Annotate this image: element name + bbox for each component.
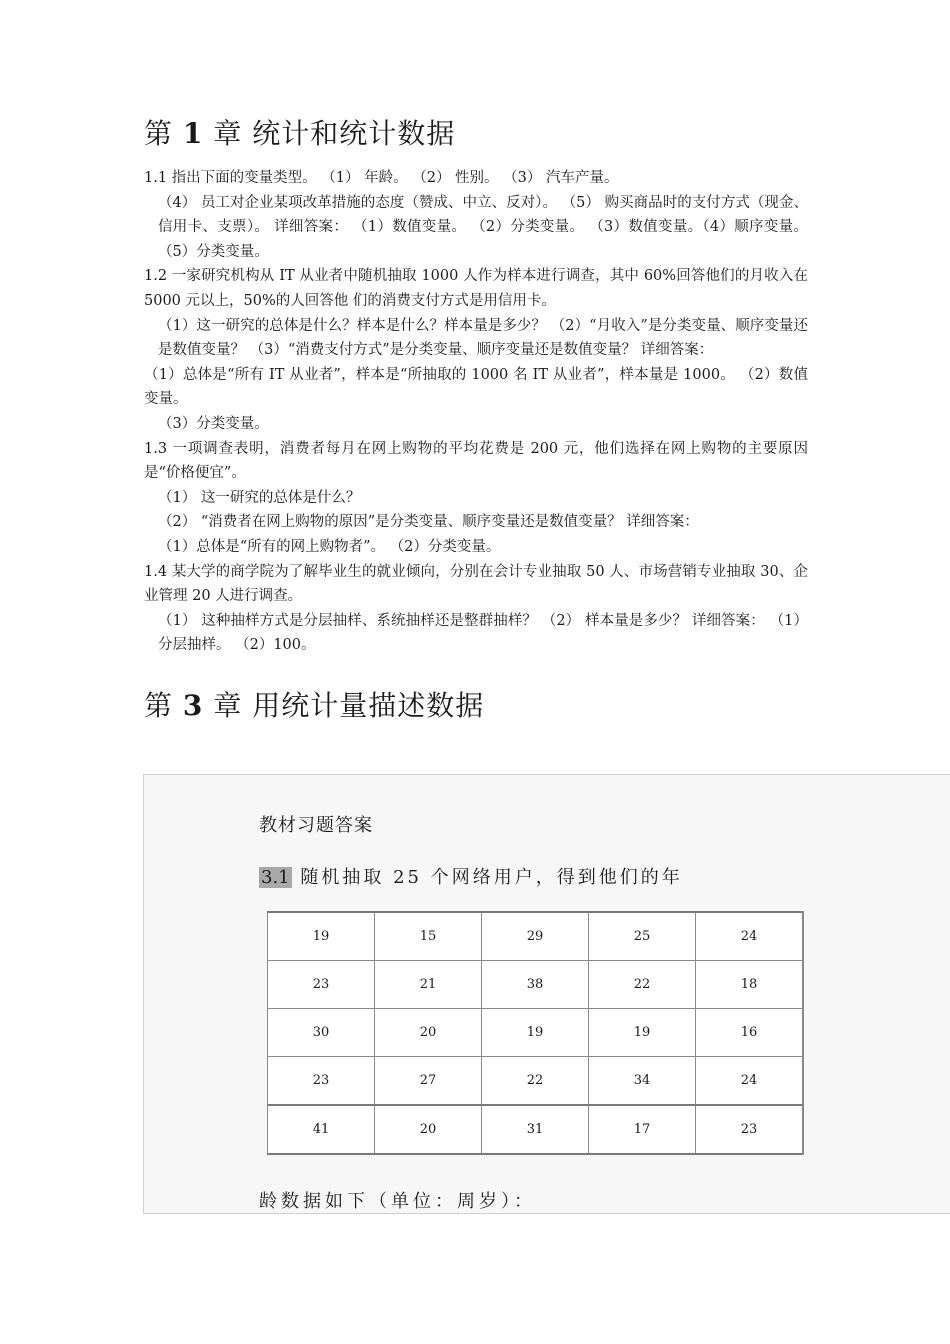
chapter-1-title-prefix: 第 <box>144 117 174 150</box>
body-paragraph: （3）分类变量。 <box>158 415 269 432</box>
embedded-exercise-panel <box>143 774 950 1214</box>
table-cell: 29 <box>482 912 589 961</box>
chapter-3-number: 3 <box>182 689 204 722</box>
table-cell: 22 <box>589 961 696 1009</box>
chapter-3-title-prefix: 第 <box>144 689 174 722</box>
chapter-3-title-text: 章 用统计量描述数据 <box>213 689 485 722</box>
body-paragraph: 1.1 指出下面的变量类型。 （1） 年龄。 （2） 性别。 （3） 汽车产量。 <box>144 170 619 186</box>
table-cell: 22 <box>482 1057 589 1106</box>
question-number: 3.1 <box>261 867 290 888</box>
table-cell: 34 <box>589 1057 696 1106</box>
table-cell: 18 <box>696 961 804 1009</box>
body-paragraph: （4） 员工对企业某项改革措施的态度（赞成、中立、反对）。 （5） 购买商品时的支付方式（现金、信用卡、支票）。 详细答案： （1）数值变量。 （2）分类变量。 （3）数值变量。（4）顺序变量。 （5）分类变量。 <box>158 194 808 260</box>
chapter-3-title <box>144 684 484 724</box>
body-paragraph: （1） 这种抽样方式是分层抽样、系统抽样还是整群抽样？ （2） 样本量是多少？ 详细答案： （1）分层抽样。 （2）100。 <box>158 612 808 654</box>
chapter-1-title-text: 章 统计和统计数据 <box>213 117 456 150</box>
table-cell: 23 <box>696 1105 804 1154</box>
body-paragraph: （1）这一研究的总体是什么？样本是什么？样本量是多少？ （2）“月收入”是分类变量、顺序变量还是数值变量？ （3）“消费支付方式”是分类变量、顺序变量还是数值变量？ 详细答案： <box>158 317 808 359</box>
body-paragraph: （2） “消费者在网上购物的原因”是分类变量、顺序变量还是数值变量？ 详细答案： <box>158 514 699 531</box>
table-cell: 20 <box>375 1009 482 1057</box>
table-cell: 24 <box>696 912 804 961</box>
body-paragraph: （1）总体是“所有 IT 从业者”，样本是“所抽取的 1000 名 IT 从业者”，样本量是 1000。 （2）数值变量。 <box>144 366 808 408</box>
table-cell: 31 <box>482 1105 589 1154</box>
table-cell: 19 <box>268 912 375 961</box>
exercise-heading: 教材习题答案 <box>259 815 373 836</box>
table-cell: 30 <box>268 1009 375 1057</box>
table-cell: 19 <box>589 1009 696 1057</box>
table-cell: 19 <box>482 1009 589 1057</box>
table-row <box>268 912 804 961</box>
table-row <box>268 1057 804 1106</box>
table-cell: 20 <box>375 1105 482 1154</box>
table-cell: 24 <box>696 1057 804 1106</box>
table-cell: 17 <box>589 1105 696 1154</box>
question-line <box>259 863 683 889</box>
table-row <box>268 961 804 1009</box>
table-cell: 16 <box>696 1009 804 1057</box>
table-cell: 41 <box>268 1105 375 1154</box>
body-paragraph: （1） 这一研究的总体是什么？ <box>158 489 361 506</box>
body-paragraph: （1）总体是“所有的网上购物者”。 （2）分类变量。 <box>158 538 501 555</box>
body-paragraph: 1.3 一项调查表明，消费者每月在网上购物的平均花费是 200 元，他们选择在网上购物的主要原因是“价格便宜”。 <box>144 440 808 482</box>
chapter-1-number: 1 <box>182 117 204 150</box>
question-text: 随机抽取 25 个网络用户，得到他们的年 <box>300 867 683 888</box>
body-paragraph: 1.2 一家研究机构从 IT 从业者中随机抽取 1000 人作为样本进行调查，其中 60%回答他们的月收入在 5000 元以上，50%的人回答他 们的消费支付方式是用信用卡。 <box>144 268 808 309</box>
table-cell: 21 <box>375 961 482 1009</box>
table-cell: 25 <box>589 912 696 961</box>
chapter-1-title <box>144 112 455 152</box>
body-paragraph: 1.4 某大学的商学院为了解毕业生的就业倾向，分别在会计专业抽取 50 人、市场营销专业抽取 30、企业管理 20 人进行调查。 <box>144 563 808 605</box>
table-cell: 23 <box>268 1057 375 1106</box>
table-row <box>268 1105 804 1154</box>
table-cell: 27 <box>375 1057 482 1106</box>
table-cell: 38 <box>482 961 589 1009</box>
table-row <box>268 1009 804 1057</box>
chapter-1-body <box>144 166 808 658</box>
table-cell: 15 <box>375 912 482 961</box>
question-continuation: 龄数据如下（单位：周岁）： <box>259 1191 536 1212</box>
age-data-table <box>267 911 804 1155</box>
table-cell: 23 <box>268 961 375 1009</box>
